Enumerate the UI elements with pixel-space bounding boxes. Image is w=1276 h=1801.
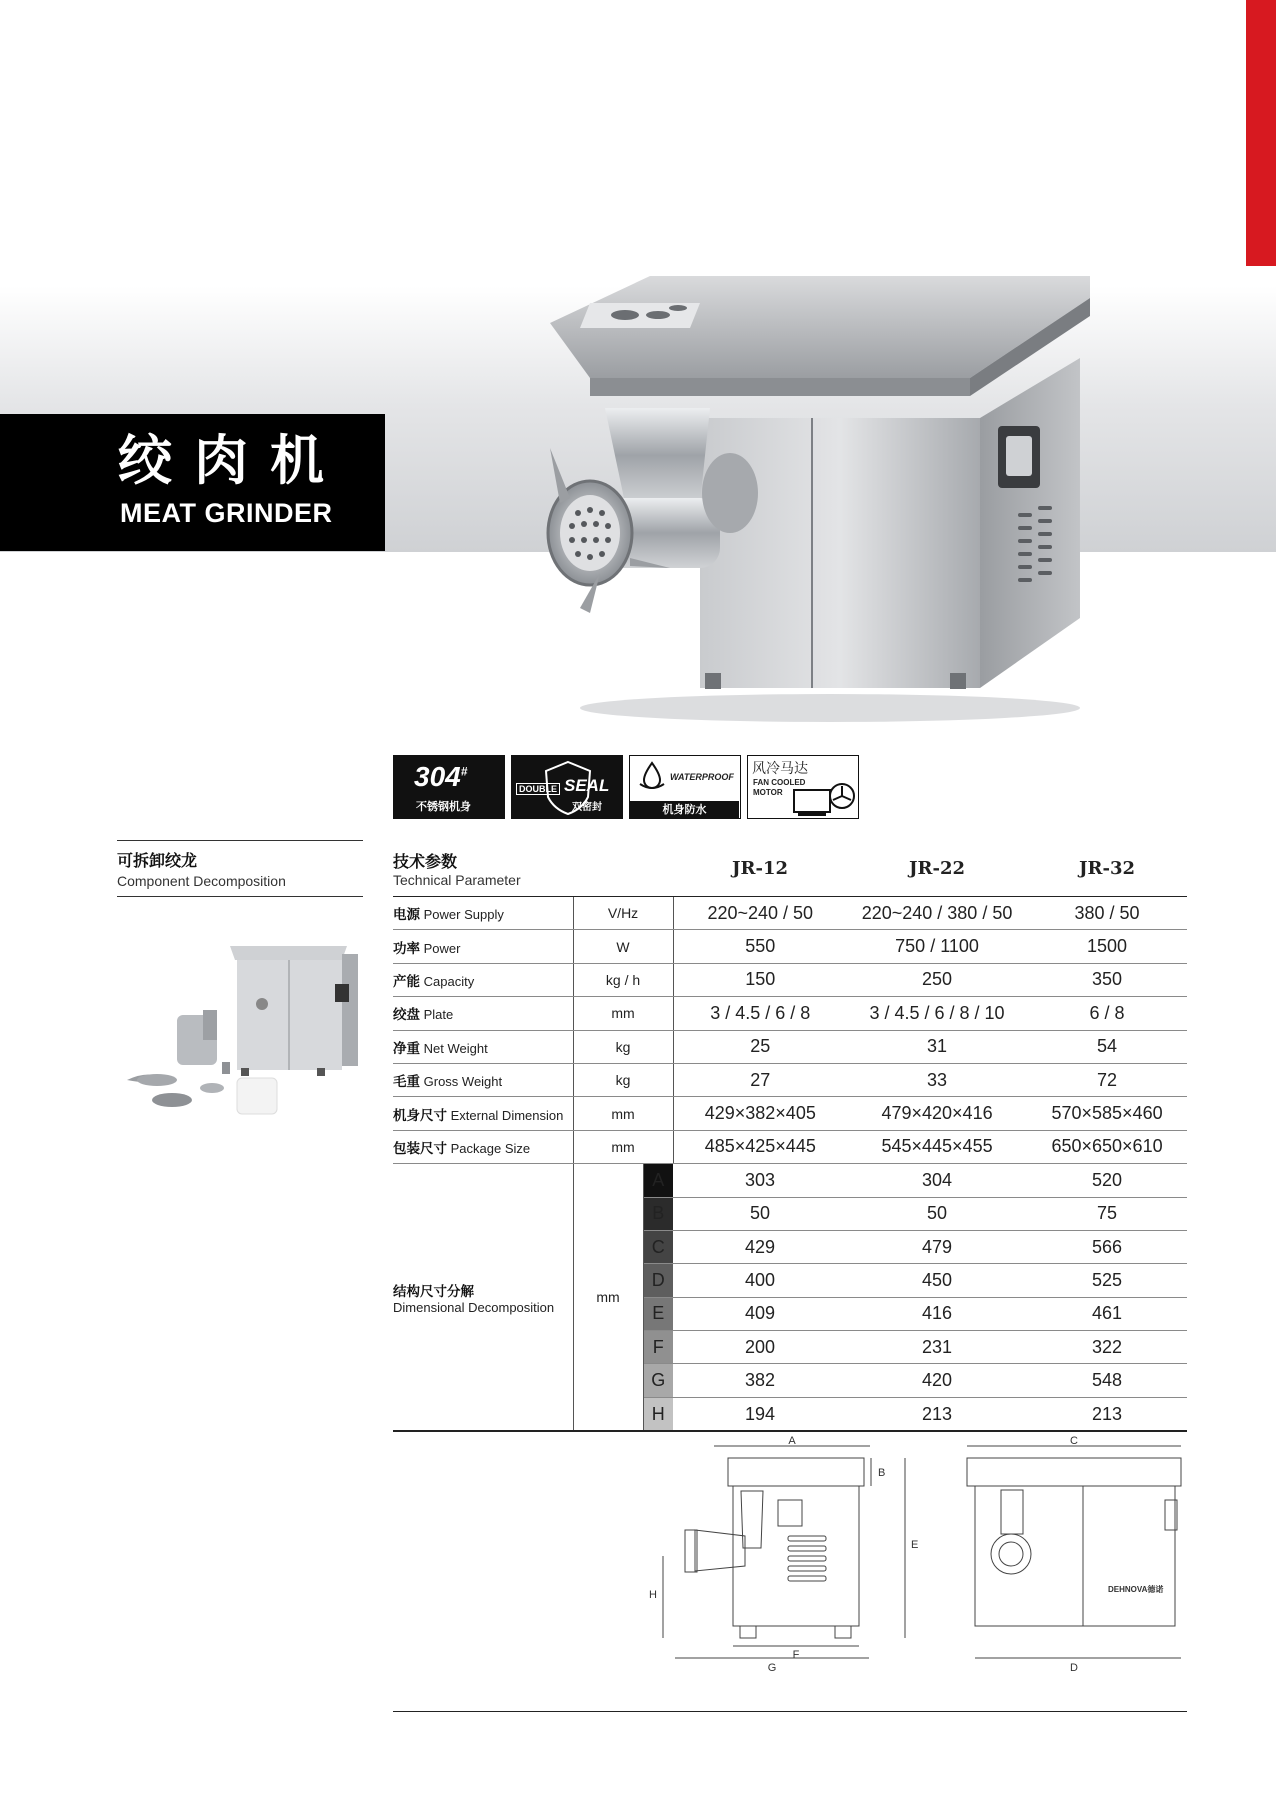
dim-letter: H [643,1397,673,1431]
label-c: C [1070,1436,1078,1447]
cell-jr12: 485×425×445 [673,1130,847,1163]
badge-seal-right: SEAL [564,776,610,795]
row-label [393,1030,573,1063]
row-label-cn: 产能 [393,973,420,990]
cell-jr12: 50 [673,1197,847,1230]
label-d: D [1070,1662,1078,1674]
drawing-brand: DEHNOVA德诺 [1108,1585,1164,1594]
row-unit: kg / h [573,963,673,996]
cell-jr32: 570×585×460 [1027,1097,1187,1130]
red-edge-tab [1246,0,1276,266]
row-label [393,1130,573,1163]
badge-double-seal [511,755,623,819]
cell-jr22: 545×445×455 [847,1130,1027,1163]
cell-jr12: 550 [673,930,847,963]
spec-row-package-size [393,1130,1187,1163]
title-english: MEAT GRINDER [120,498,333,528]
cell-jr22: 33 [847,1063,1027,1096]
row-unit: kg [573,1063,673,1096]
row-label-en: External Dimension [450,1107,564,1123]
spec-header-label [393,840,673,897]
cell-jr32: 54 [1027,1030,1187,1063]
badge-304-sub: 不锈钢机身 [416,800,471,813]
row-unit: kg [573,1030,673,1063]
row-label-en: Power [423,940,461,956]
dim-letter: B [643,1197,673,1230]
dim-label [393,1164,573,1432]
cell-jr22: 420 [847,1364,1027,1397]
cell-jr32: 72 [1027,1063,1187,1096]
cell-jr22: 479 [847,1230,1027,1263]
cell-jr12: 303 [673,1164,847,1197]
cell-jr12: 27 [673,1063,847,1096]
cell-jr12: 409 [673,1297,847,1330]
cell-jr32: 75 [1027,1197,1187,1230]
title-chinese: 绞肉机 [118,429,346,492]
cell-jr12: 429 [673,1230,847,1263]
dim-label-en: Dimensional Decomposition [393,1299,555,1315]
label-h: H [649,1589,657,1601]
cell-jr22: 416 [847,1297,1027,1330]
spec-row-net-weight [393,1030,1187,1063]
spec-header-en: Technical Parameter [393,871,521,888]
label-b: B [878,1467,886,1479]
dim-letter: C [643,1230,673,1263]
cell-jr32: 650×650×610 [1027,1130,1187,1163]
cell-jr22: 450 [847,1264,1027,1297]
badge-waterproof-sub: 机身防水 [630,801,739,818]
cell-jr12: 429×382×405 [673,1097,847,1130]
row-label-cn: 包装尺寸 [393,1140,447,1157]
cell-jr32: 520 [1027,1164,1187,1197]
cell-jr22: 213 [847,1397,1027,1431]
cell-jr32: 525 [1027,1264,1187,1297]
water-drop-icon [636,760,668,792]
row-label-cn: 机身尺寸 [393,1107,447,1124]
cell-jr32: 1500 [1027,930,1187,963]
left-top-rule [117,840,363,841]
row-label-en: Power Supply [423,907,504,923]
spec-row-power [393,930,1187,963]
cell-jr32: 548 [1027,1364,1187,1397]
row-unit: mm [573,997,673,1030]
row-label [393,1097,573,1130]
badge-waterproof [629,755,741,819]
spec-row-plate [393,997,1187,1030]
cell-jr22: 3 / 4.5 / 6 / 8 / 10 [847,997,1027,1030]
dim-label-cn: 结构尺寸分解 [393,1283,474,1300]
row-label [393,963,573,996]
cell-jr22: 750 / 1100 [847,930,1027,963]
cell-jr32: 6 / 8 [1027,997,1187,1030]
cell-jr22: 304 [847,1164,1027,1197]
motor-fan-icon [792,778,856,818]
row-label-cn: 电源 [393,907,420,924]
row-unit: V/Hz [573,897,673,930]
cell-jr22: 231 [847,1331,1027,1364]
front-plate [991,1534,1031,1574]
dimension-drawing [645,1436,1195,1696]
spec-row-power-supply [393,897,1187,930]
front-body [975,1486,1175,1626]
component-parts-photo [117,940,367,1120]
cell-jr22: 479×420×416 [847,1097,1027,1130]
side-vents [788,1536,826,1581]
cell-jr32: 380 / 50 [1027,897,1187,930]
label-f: F [792,1649,800,1661]
cell-jr32: 322 [1027,1331,1187,1364]
cell-jr12: 200 [673,1331,847,1364]
label-a: A [788,1436,796,1447]
dim-letter: G [643,1364,673,1397]
front-tray [967,1458,1181,1486]
badge-fan-en1: FAN COOLED [753,778,806,787]
cell-jr32: 213 [1027,1397,1187,1431]
badge-304-main: 304 [414,761,461,792]
spec-header-row [393,840,1187,897]
row-label-en: Package Size [450,1140,531,1156]
cell-jr22: 220~240 / 380 / 50 [847,897,1027,930]
dim-letter: E [643,1297,673,1330]
cell-jr12: 400 [673,1264,847,1297]
cell-jr12: 220~240 / 50 [673,897,847,930]
label-g: G [767,1662,777,1674]
row-label [393,997,573,1030]
badge-304-stainless [393,755,505,819]
label-e: E [911,1539,919,1551]
cell-jr12: 382 [673,1364,847,1397]
dim-letter: D [643,1264,673,1297]
dim-letter: F [643,1331,673,1364]
component-heading [117,848,286,889]
cell-jr32: 350 [1027,963,1187,996]
cell-jr12: 194 [673,1397,847,1431]
row-label-en: Plate [423,1007,454,1023]
model-jr12: JR-12 [673,840,847,897]
row-label [393,897,573,930]
component-heading-en: Component Decomposition [117,873,286,889]
dim-row-a [393,1164,1187,1197]
spec-row-external-dimension [393,1097,1187,1130]
cell-jr22: 250 [847,963,1027,996]
dim-unit: mm [573,1164,643,1432]
spec-row-capacity [393,963,1187,996]
row-label [393,1063,573,1096]
cell-jr12: 25 [673,1030,847,1063]
row-label-cn: 绞盘 [393,1007,420,1024]
row-label-en: Gross Weight [423,1074,503,1090]
badge-fan-en2: MOTOR [753,788,783,797]
badge-fan-cn: 风冷马达 [752,761,808,777]
badge-fan-cooled [747,755,859,819]
spec-header-cn: 技术参数 [393,851,458,871]
row-unit: mm [573,1130,673,1163]
spec-table [393,840,1187,1432]
left-bottom-rule [117,896,363,897]
row-label [393,930,573,963]
component-heading-cn: 可拆卸绞龙 [117,851,198,870]
dim-letter: A [643,1164,673,1197]
row-label-cn: 毛重 [393,1074,420,1091]
row-unit: W [573,930,673,963]
row-label-cn: 功率 [393,940,420,957]
row-label-en: Capacity [423,973,475,989]
bottom-rule [393,1711,1187,1712]
row-label-en: Net Weight [423,1040,488,1056]
side-tray [728,1458,864,1486]
model-jr22: JR-22 [847,840,1027,897]
title-block [0,414,385,551]
cell-jr32: 461 [1027,1297,1187,1330]
meat-grinder-photo [530,268,1100,728]
model-jr32: JR-32 [1027,840,1187,897]
row-label-cn: 净重 [393,1040,420,1057]
cell-jr22: 31 [847,1030,1027,1063]
cell-jr32: 566 [1027,1230,1187,1263]
badge-304-mark: # [460,764,468,779]
badge-seal-left: DOUBLE [516,783,560,795]
badge-waterproof-main: WATERPROOF [670,772,734,782]
cell-jr12: 150 [673,963,847,996]
badge-seal-sub: 双密封 [572,802,602,813]
cell-jr22: 50 [847,1197,1027,1230]
cell-jr12: 3 / 4.5 / 6 / 8 [673,997,847,1030]
row-unit: mm [573,1097,673,1130]
spec-row-gross-weight [393,1063,1187,1096]
